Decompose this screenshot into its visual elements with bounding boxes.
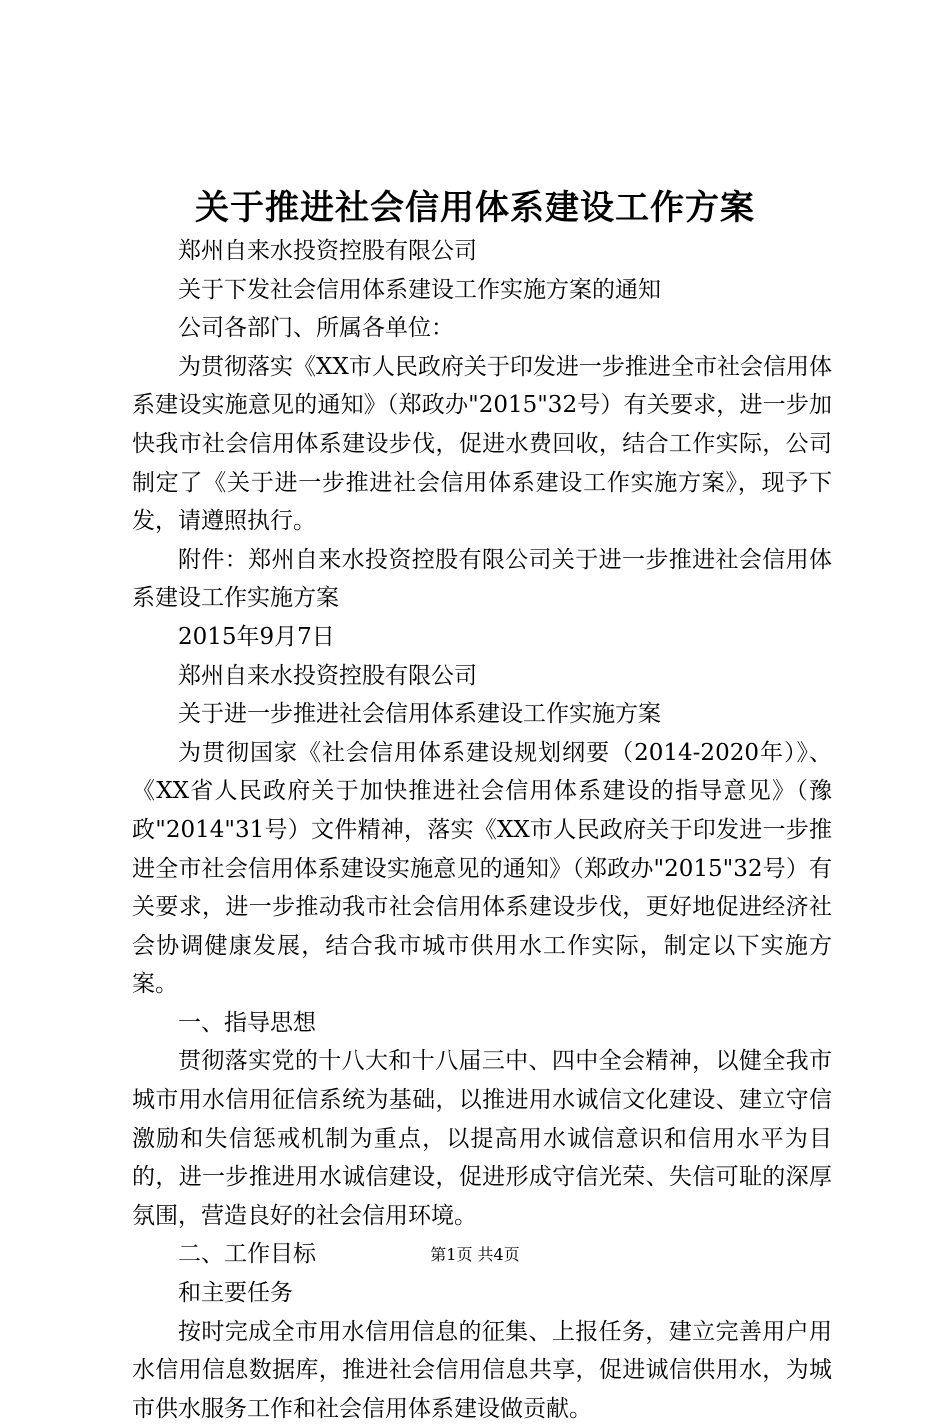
heading-work-goals: 二、工作目标 — [178, 1241, 316, 1268]
page-footer: 第1页 共4页 — [430, 1245, 520, 1264]
paragraph-attachment: 附件：郑州自来水投资控股有限公司关于进一步推进社会信用体系建设工作实施方案 — [132, 546, 832, 612]
paragraph-company-name-2: 郑州自来水投资控股有限公司 — [178, 662, 477, 689]
paragraph-notice-body: 为贯彻落实《XX市人民政府关于印发进一步推进全市社会信用体系建设实施意见的通知》（郑政办"2015"32号）有关要求，进一步加快我市社会信用体系建设步伐，促进水费回收，结合工作实际，公司制定了《关于进一步推进社会信用体系建设工作实施方案》，现予下发，请遵照执行。 — [132, 353, 832, 535]
paragraph-plan-intro: 为贯彻国家《社会信用体系建设规划纲要（2014-2020年）》、《XX省人民政府关于加快推进社会信用体系建设的指导意见》（豫政"2014"31号）文件精神，落实《XX市人民政府关于印发进一步推进全市社会信用体系建设实施意见的通知》（郑政办"2015"32号）有关要求，进一步推动我市社会信用体系建设步伐，更好地促进经济社会协调健康发展，结合我市城市供用水工作实际，制定以下实施方案。 — [132, 739, 832, 998]
heading-main-tasks: 和主要任务 — [178, 1280, 293, 1307]
paragraph-company-name: 郑州自来水投资控股有限公司 — [178, 238, 477, 264]
paragraph-salutation: 公司各部门、所属各单位： — [178, 315, 454, 342]
paragraph-plan-title: 关于进一步推进社会信用体系建设工作实施方案 — [178, 701, 661, 728]
paragraph-main-tasks: 按时完成全市用水信用信息的征集、上报任务，建立完善用户用水信用信息数据库，推进社会信用信息共享，促进诚信供用水，为城市供水服务工作和社会信用体系建设做贡献。 — [132, 1318, 832, 1422]
paragraph-notice-title: 关于下发社会信用体系建设工作实施方案的通知 — [178, 276, 661, 303]
paragraph-guiding-thought: 贯彻落实党的十八大和十八届三中、四中全会精神，以健全我市城市用水信用征信系统为基础，以推进用水诚信文化建设、建立守信激励和失信惩戒机制为重点，以提高用水诚信意识和信用水平为目的，进一步推进用水诚信建设，促进形成守信光荣、失信可耻的深厚氛围，营造良好的社会信用环境。 — [132, 1048, 832, 1229]
document-title: 关于推进社会信用体系建设工作方案 — [195, 188, 755, 228]
paragraph-date: 2015年9月7日 — [178, 623, 335, 650]
heading-guiding-thought: 一、指导思想 — [178, 1009, 316, 1036]
